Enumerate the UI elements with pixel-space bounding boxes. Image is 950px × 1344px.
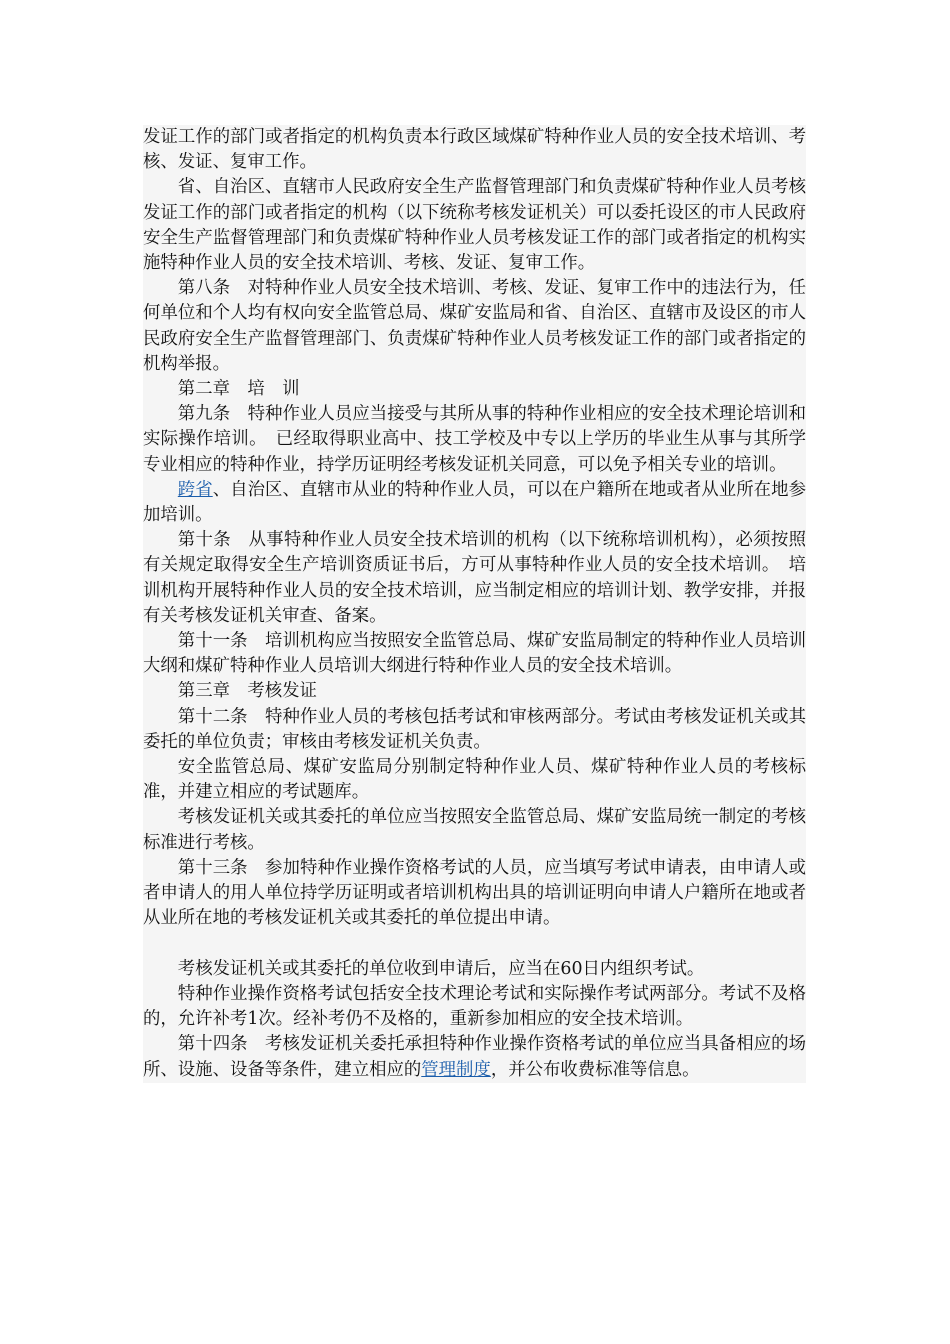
paragraph-exam-parts: 特种作业操作资格考试包括安全技术理论考试和实际操作考试两部分。考试不及格的，允许补考1次。经补考仍不及格的，重新参加相应的安全技术培训。 bbox=[143, 983, 806, 1030]
document-body bbox=[143, 125, 806, 1083]
article-14-text-after: ，并公布收费标准等信息。 bbox=[490, 1059, 700, 1080]
cross-province-text: 、自治区、直辖市从业的特种作业人员，可以在户籍所在地或者从业所在地参加培训。 bbox=[143, 479, 806, 526]
paragraph-2: 省、自治区、直辖市人民政府安全生产监督管理部门和负责煤矿特种作业人员考核发证工作的部门或者指定的机构（以下统称考核发证机关）可以委托设区的市人民政府安全生产监督管理部门和负责煤矿特种作业人员考核发证工作的部门或者指定的机构实施特种作业人员的安全技术培训、考核、发证、复审工作。 bbox=[143, 177, 806, 274]
paragraph-1: 发证工作的部门或者指定的机构负责本行政区域煤矿特种作业人员的安全技术培训、考核、发证、复审工作。 bbox=[143, 127, 806, 173]
article-11: 第十一条 培训机构应当按照安全监管总局、煤矿安监局制定的特种作业人员培训大纲和煤矿特种作业人员培训大纲进行特种作业人员的安全技术培训。 bbox=[143, 631, 806, 677]
cross-province-link[interactable]: 跨省 bbox=[177, 479, 213, 500]
paragraph-exam-timing: 考核发证机关或其委托的单位收到申请后，应当在60日内组织考试。 bbox=[177, 958, 705, 979]
chapter-2-heading: 第二章 培 训 bbox=[177, 379, 300, 400]
paragraph-exam-standards: 安全监管总局、煤矿安监局分别制定特种作业人员、煤矿特种作业人员的考核标准，并建立相应的考试题库。 bbox=[143, 757, 806, 803]
article-14-text-before: 第十四条 考核发证机关委托承担特种作业操作资格考试的单位应当具备相应的场所、设施、设备等条件，建立相应的 bbox=[143, 1034, 806, 1080]
blank-line bbox=[143, 932, 806, 957]
paragraph-cross-province bbox=[143, 478, 806, 528]
article-14 bbox=[143, 1032, 806, 1082]
article-13: 第十三条 参加特种作业操作资格考试的人员，应当填写考试申请表，由申请人或者申请人的用人单位持学历证明或者培训机构出具的培训证明向申请人户籍所在地或者从业所在地的考核发证机关或其委托的单位提出申请。 bbox=[143, 857, 806, 929]
chapter-3-heading: 第三章 考核发证 bbox=[177, 681, 317, 702]
article-8: 第八条 对特种作业人员安全技术培训、考核、发证、复审工作中的违法行为，任何单位和个人均有权向安全监管总局、煤矿安监局和省、自治区、直辖市及设区的市人民政府安全生产监督管理部门、负责煤矿特种作业人员考核发证工作的部门或者指定的机构举报。 bbox=[143, 278, 806, 374]
article-10: 第十条 从事特种作业人员安全技术培训的机构（以下统称培训机构），必须按照有关规定取得安全生产培训资质证书后，方可从事特种作业人员的安全技术培训。 培训机构开展特种作业人员的安全技术培训，应当制定相应的培训计划、教学安排，并报有关考核发证机关审查、备案。 bbox=[143, 530, 806, 626]
paragraph-exam-conduct: 考核发证机关或其委托的单位应当按照安全监管总局、煤矿安监局统一制定的考核标准进行考核。 bbox=[143, 807, 806, 853]
article-9: 第九条 特种作业人员应当接受与其所从事的特种作业相应的安全技术理论培训和实际操作培训。 已经取得职业高中、技工学校及中专以上学历的毕业生从事与其所学专业相应的特种作业，持学历证明经考核发证机关同意，可以免予相关专业的培训。 bbox=[143, 404, 806, 475]
management-system-link[interactable]: 管理制度 bbox=[421, 1059, 491, 1080]
article-12: 第十二条 特种作业人员的考核包括考试和审核两部分。考试由考核发证机关或其委托的单位负责；审核由考核发证机关负责。 bbox=[143, 706, 806, 752]
